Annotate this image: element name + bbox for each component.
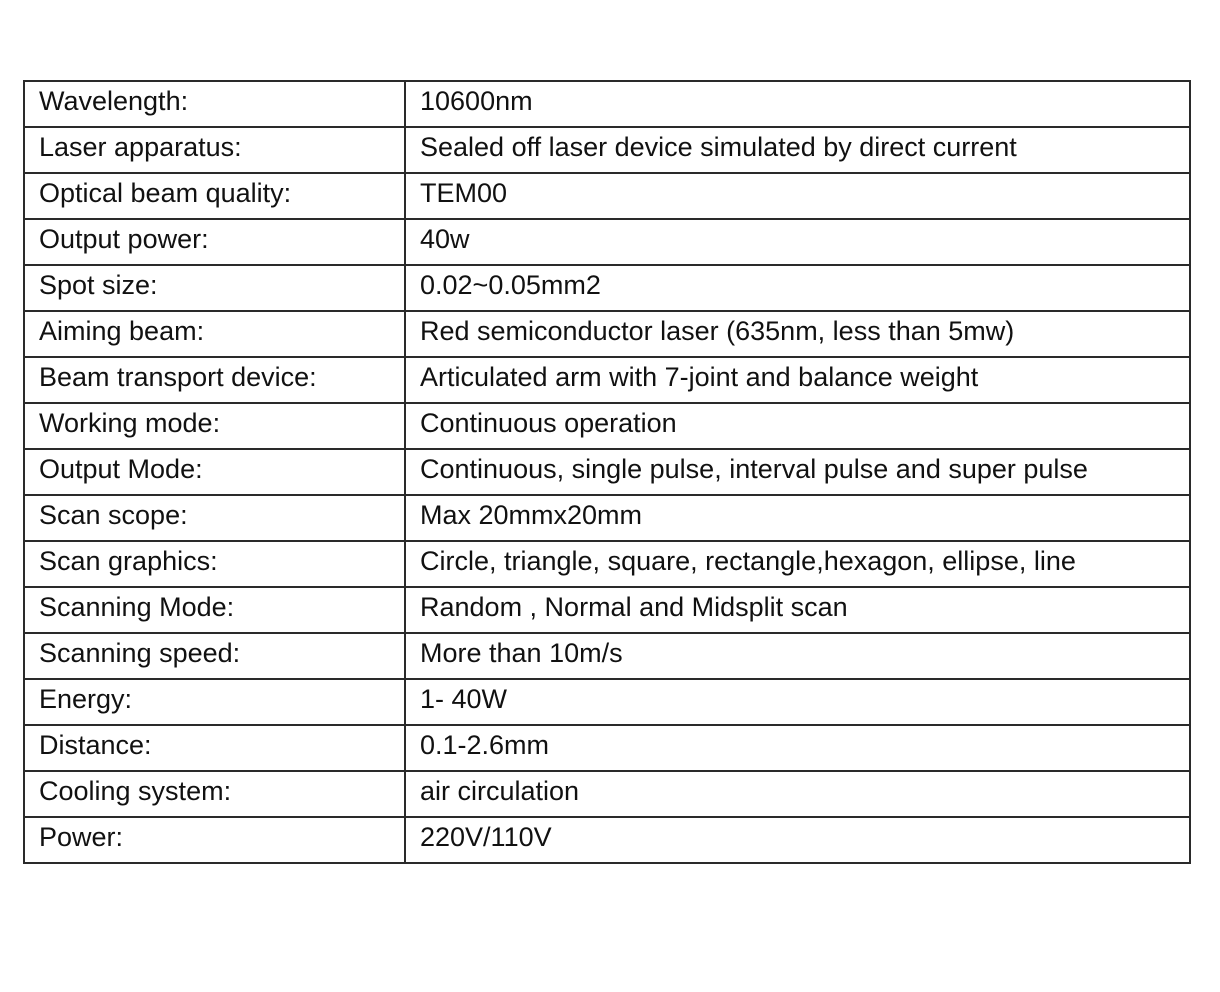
table-row xyxy=(24,817,1190,863)
spec-label-output-mode: Output Mode: xyxy=(24,449,405,495)
spec-value-power: 220V/110V xyxy=(405,817,1190,863)
spec-value-output-mode: Continuous, single pulse, interval pulse and super pulse xyxy=(405,449,1190,495)
spec-label-wavelength: Wavelength: xyxy=(24,81,405,127)
spec-value-output-power: 40w xyxy=(405,219,1190,265)
spec-value-spot-size: 0.02~0.05mm2 xyxy=(405,265,1190,311)
spec-label-distance: Distance: xyxy=(24,725,405,771)
spec-label-output-power: Output power: xyxy=(24,219,405,265)
table-row xyxy=(24,357,1190,403)
spec-value-cooling-system: air circulation xyxy=(405,771,1190,817)
spec-value-scanning-mode: Random , Normal and Midsplit scan xyxy=(405,587,1190,633)
table-row xyxy=(24,449,1190,495)
spec-label-beam-quality: Optical beam quality: xyxy=(24,173,405,219)
spec-label-scanning-mode: Scanning Mode: xyxy=(24,587,405,633)
table-row xyxy=(24,173,1190,219)
table-row xyxy=(24,81,1190,127)
table-row xyxy=(24,265,1190,311)
spec-label-scan-scope: Scan scope: xyxy=(24,495,405,541)
spec-value-aiming-beam: Red semiconductor laser (635nm, less than 5mw) xyxy=(405,311,1190,357)
table-row xyxy=(24,587,1190,633)
table-row xyxy=(24,679,1190,725)
table-row xyxy=(24,495,1190,541)
table-row xyxy=(24,633,1190,679)
spec-table xyxy=(23,80,1191,864)
table-row xyxy=(24,127,1190,173)
table-row xyxy=(24,725,1190,771)
spec-label-aiming-beam: Aiming beam: xyxy=(24,311,405,357)
spec-value-wavelength: 10600nm xyxy=(405,81,1190,127)
table-row xyxy=(24,541,1190,587)
spec-label-scanning-speed: Scanning speed: xyxy=(24,633,405,679)
spec-label-energy: Energy: xyxy=(24,679,405,725)
spec-value-beam-transport: Articulated arm with 7-joint and balance weight xyxy=(405,357,1190,403)
table-row xyxy=(24,219,1190,265)
spec-table-body xyxy=(24,81,1190,863)
spec-value-scan-graphics: Circle, triangle, square, rectangle,hexagon, ellipse, line xyxy=(405,541,1190,587)
spec-label-spot-size: Spot size: xyxy=(24,265,405,311)
spec-value-beam-quality: TEM00 xyxy=(405,173,1190,219)
spec-value-working-mode: Continuous operation xyxy=(405,403,1190,449)
table-row xyxy=(24,771,1190,817)
spec-value-distance: 0.1-2.6mm xyxy=(405,725,1190,771)
spec-value-laser-apparatus: Sealed off laser device simulated by direct current xyxy=(405,127,1190,173)
spec-label-scan-graphics: Scan graphics: xyxy=(24,541,405,587)
spec-label-beam-transport: Beam transport device: xyxy=(24,357,405,403)
spec-label-cooling-system: Cooling system: xyxy=(24,771,405,817)
spec-value-energy: 1- 40W xyxy=(405,679,1190,725)
spec-label-working-mode: Working mode: xyxy=(24,403,405,449)
spec-label-laser-apparatus: Laser apparatus: xyxy=(24,127,405,173)
spec-value-scanning-speed: More than 10m/s xyxy=(405,633,1190,679)
spec-label-power: Power: xyxy=(24,817,405,863)
spec-value-scan-scope: Max 20mmx20mm xyxy=(405,495,1190,541)
table-row xyxy=(24,311,1190,357)
table-row xyxy=(24,403,1190,449)
